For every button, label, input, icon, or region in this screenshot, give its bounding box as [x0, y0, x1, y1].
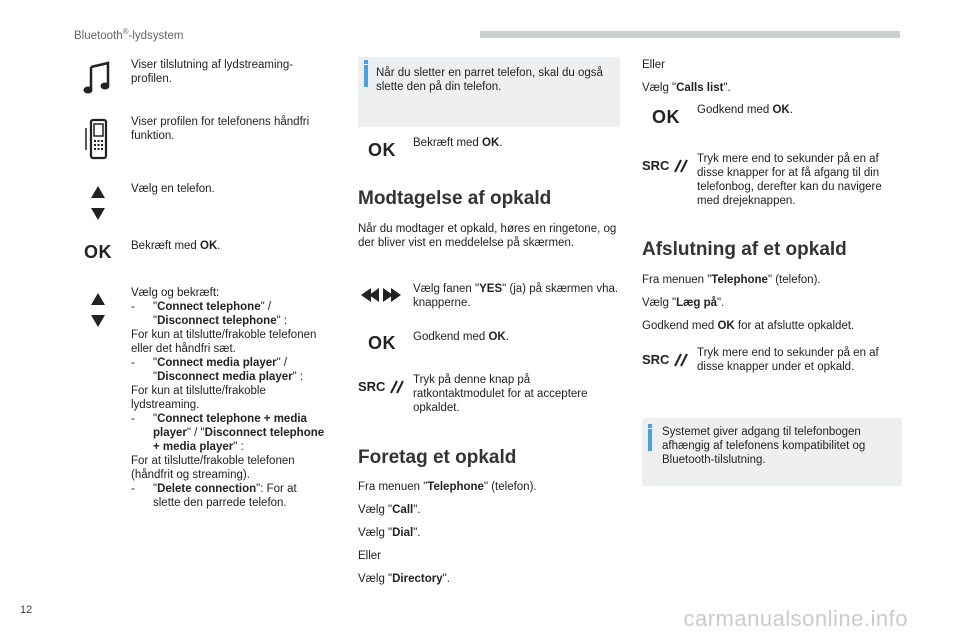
- list-item: - "Connect telephone + media player" / "Disconnect telephone + media player" :: [131, 412, 327, 454]
- telephone-menu-text: Fra menuen "Telephone" (telefon).: [642, 274, 821, 286]
- src-accept-call-text: Tryk på denne knap på ratkontaktmodulet for at acceptere opkaldet.: [413, 374, 588, 414]
- info-note-box: [358, 57, 620, 127]
- list-item: - "Connect telephone" / "Disconnect telephone" :: [131, 300, 327, 328]
- src-during-call-text: Tryk mere end to sekunder på en af disse knapper under et opkald.: [697, 347, 879, 373]
- select-call-text: Vælg "Call".: [358, 504, 421, 516]
- list-item: - "Delete connection": For at slette den parrede telefon.: [131, 482, 327, 510]
- end-call-ok-text: Godkend med OK for at afslutte opkaldet.: [642, 320, 855, 332]
- confirm-ok-text: Bekræft med OK.: [131, 240, 221, 252]
- approve-ok-text: Godkend med OK.: [413, 331, 509, 343]
- connection-options-list: [131, 300, 327, 328]
- info-icon: [364, 65, 368, 87]
- section-heading-receive-call: Modtagelse af opkald: [358, 188, 552, 209]
- section-heading-end-call: Afslutning af et opkald: [642, 239, 847, 260]
- ok-icon: OK: [368, 333, 396, 353]
- connection-options-list: [131, 482, 327, 510]
- select-confirm-intro: Vælg og bekræft:: [131, 287, 220, 299]
- info-note-text: Når du sletter en parret telefon, skal du også slette den på din telefon.: [376, 67, 603, 93]
- watermark: carmanualsonline.info: [683, 606, 908, 631]
- approve-ok-text: Godkend med OK.: [697, 104, 793, 116]
- section-heading-make-call: Foretag et opkald: [358, 447, 517, 468]
- select-calls-list-text: Vælg "Calls list".: [642, 82, 731, 94]
- list-item: - "Connect media player" / "Disconnect media player" :: [131, 356, 327, 384]
- info-note-text: Systemet giver adgang til telefonbogen afhængig af telefonens kompatibilitet og Bluetooth-tilslutning.: [662, 426, 866, 466]
- or-text: Eller: [642, 59, 666, 71]
- or-text: Eller: [358, 550, 382, 562]
- select-directory-text: Vælg "Directory".: [358, 573, 450, 585]
- page-number: 12: [20, 604, 33, 616]
- telephone-menu-text: Fra menuen "Telephone" (telefon).: [358, 481, 537, 493]
- list-item-description: For kun at tilslutte/frakoble telefonen eller det håndfri sæt.: [131, 329, 317, 355]
- select-hang-up-text: Vælg "Læg på".: [642, 297, 725, 309]
- connection-options-list: [131, 356, 327, 384]
- connection-options-list: [131, 412, 327, 454]
- up-down-arrows-icon: [90, 185, 106, 221]
- ok-icon: OK: [368, 140, 396, 160]
- select-confirm-block: [131, 286, 327, 510]
- info-note-box: [642, 418, 902, 486]
- audio-streaming-profile-text: Viser tilslutning af lydstreaming-profilen.: [131, 59, 294, 85]
- src-steering-button-icon: SRC: [642, 157, 688, 177]
- handsfree-profile-text: Viser profilen for telefonens håndfri funktion.: [131, 116, 310, 142]
- music-note-icon: [82, 60, 112, 96]
- info-icon: [648, 429, 652, 451]
- mobile-phone-icon: [85, 118, 111, 160]
- page-header-title: Bluetooth®-lydsystem: [74, 27, 184, 42]
- select-phone-text: Vælg en telefon.: [131, 183, 215, 195]
- select-yes-tab-text: Vælg fanen "YES" (ja) på skærmen vha. knapperne.: [413, 283, 619, 309]
- header-bar: [480, 31, 900, 38]
- src-phonebook-text: Tryk mere end to sekunder på en af disse knapper for at få afgang til din telefonbog, derefter kan du navigere med drejeknappen.: [697, 153, 882, 207]
- ok-icon: OK: [84, 242, 112, 262]
- list-item-description: For at tilslutte/frakoble telefonen (håndfrit og streaming).: [131, 455, 295, 481]
- receive-call-text: Når du modtager et opkald, høres en ringetone, og der bliver vist en meddelelse på skærmen.: [358, 223, 617, 249]
- src-steering-button-icon: SRC: [642, 351, 688, 371]
- up-down-arrows-icon: [90, 292, 106, 328]
- src-steering-button-icon: SRC: [358, 378, 404, 398]
- left-right-arrows-icon: [360, 287, 402, 303]
- select-dial-text: Vælg "Dial".: [358, 527, 421, 539]
- ok-icon: OK: [652, 107, 680, 127]
- confirm-ok-text: Bekræft med OK.: [413, 137, 503, 149]
- list-item-description: For kun at tilslutte/frakoble lydstreaming.: [131, 385, 266, 411]
